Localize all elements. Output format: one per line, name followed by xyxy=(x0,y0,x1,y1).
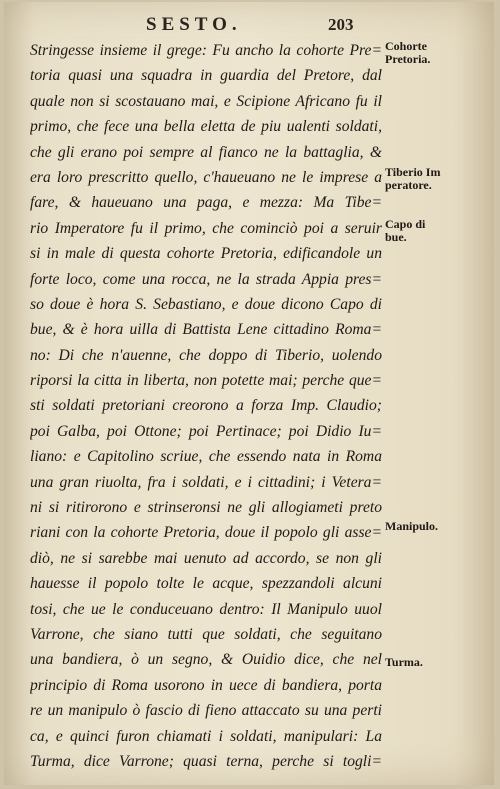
text-line: so doue è hora S. Sebastiano, e doue dicono Capo di xyxy=(30,295,382,313)
text-line: Turma, dice Varrone; quasi terna, perche si togli= xyxy=(30,752,382,770)
page-number: 203 xyxy=(328,15,354,34)
text-line: forte loco, come una rocca, ne la strada Appia pres= xyxy=(30,270,382,288)
text-line: una gran riuolta, fra i soldati, e i cittadini; i Vetera= xyxy=(30,473,382,491)
margin-note-line: Cohorte xyxy=(385,39,427,53)
text-line: hauesse il popolo tolte le acque, spezzandoli alcuni xyxy=(30,575,382,593)
text-line: primo, che fece una bella eletta de piu ualenti soldati, xyxy=(30,118,382,136)
text-line: bue, & è hora uilla di Battista Lene cittadino Roma= xyxy=(30,321,382,339)
margin-note-cohorte xyxy=(385,40,485,65)
text-line: rio Imperatore fu il primo, che cominciò poi a seruir xyxy=(30,219,382,237)
margin-note-line: Manipulo. xyxy=(385,519,439,533)
margin-note-manipulo xyxy=(385,520,485,533)
text-line: che gli erano poi sempre al fianco ne la battaglia, & xyxy=(30,143,382,161)
text-line: diò, ne si sarebbe mai uenuto ad accordo, se non gli xyxy=(30,549,382,567)
text-line: toria quasi una squadra in guardia del Pretore, dal xyxy=(30,67,382,85)
text-line: re un manipulo ò fascio di fieno attaccato su una perti xyxy=(30,702,382,720)
text-line: ni si ritirorono e strinseronsi ne gli allogiameti preto xyxy=(30,499,382,517)
text-line: era loro prescritto quello, c'haueuano ne le imprese a xyxy=(30,168,382,186)
margin-note-line: Capo di xyxy=(385,217,426,231)
running-title: SESTO. xyxy=(146,14,242,35)
margin-note-line: Turma. xyxy=(385,655,423,669)
text-line: una bandiera, ò un segno, & Ouidio dice, che nel xyxy=(30,651,382,669)
text-line: Varrone, che siano tutti que soldati, che seguitano xyxy=(30,625,382,643)
text-line: principio di Roma usorono in uece di bandiera, porta xyxy=(30,676,382,694)
text-line: liano: e Capitolino scriue, che essendo nata in Roma xyxy=(30,448,382,466)
text-line: no: Di che n'auenne, che doppo di Tiberio, uolendo xyxy=(30,346,382,364)
text-line: riporsi la citta in liberta, non potette mai; perche que= xyxy=(30,372,382,390)
margin-note-turma xyxy=(385,656,485,669)
text-line: poi Galba, poi Ottone; poi Pertinace; poi Didio Iu= xyxy=(30,422,382,440)
text-line: riani con la cohorte Pretoria, doue il popolo gli asse= xyxy=(30,524,382,542)
margin-note-line: bue. xyxy=(385,229,407,244)
margin-note-line: Pretoria. xyxy=(385,51,431,66)
text-line: sti soldati pretoriani creorono a forza Imp. Claudio; xyxy=(30,397,382,415)
margin-note-tiberio xyxy=(385,166,485,191)
margin-note-line: peratore. xyxy=(385,177,432,192)
text-line: ca, e quinci furon chiamati i soldati, manipulari: La xyxy=(30,727,382,745)
text-line: fare, & haueuano una paga, e mezza: Ma Tibe= xyxy=(30,194,382,212)
text-line: tosi, che ue le conduceuano dentro: Il Manipulo uuol xyxy=(30,600,382,618)
text-line: Stringesse insieme il grege: Fu ancho la cohorte Pre= xyxy=(30,42,382,59)
margin-note-line: Tiberio Im xyxy=(385,165,441,179)
margin-note-capo-di-bue xyxy=(385,218,485,243)
text-line: si in male di questa cohorte Pretoria, edificandole un xyxy=(30,245,382,263)
text-line: quale non si scostauano mai, e Scipione Africano fu il xyxy=(30,92,382,110)
